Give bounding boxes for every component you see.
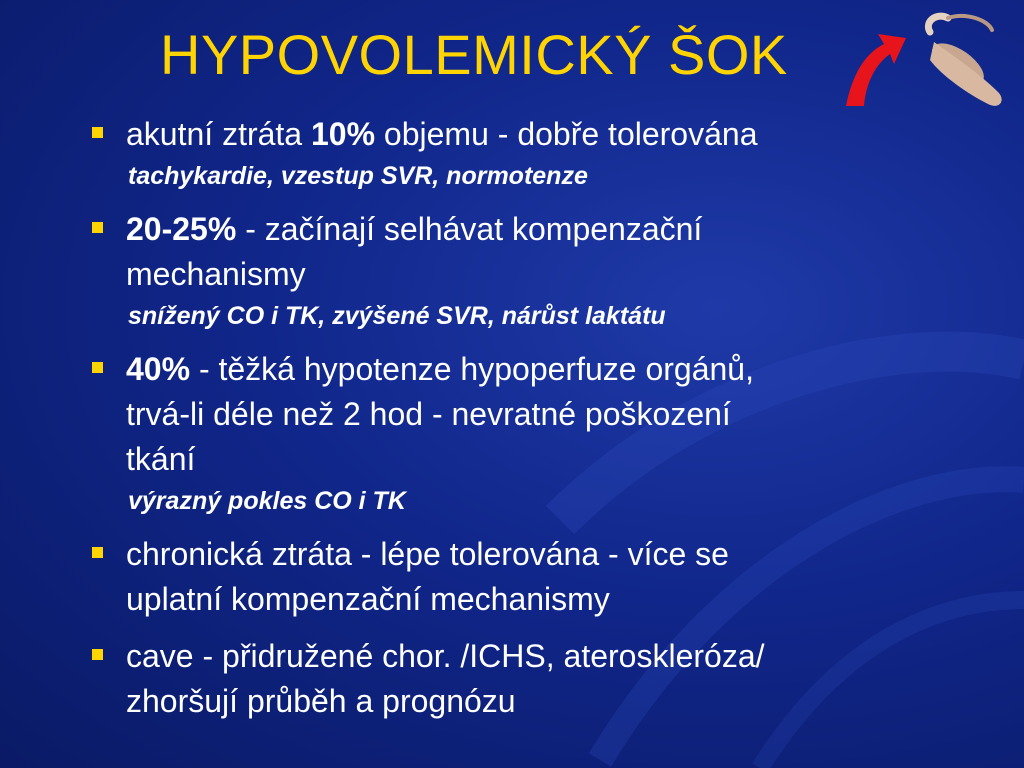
bullet-subtext: výrazný pokles CO i TK (128, 487, 406, 515)
list-item (88, 634, 1008, 724)
square-bullet-icon (92, 127, 103, 138)
decoration (838, 6, 1024, 116)
bullet-text: trvá-li déle než 2 hod - nevratné poškození (126, 396, 731, 432)
square-bullet-icon (92, 362, 103, 373)
bullet-text: chronická ztráta - lépe tolerována - více se (126, 536, 729, 572)
bullet-text: tkání (126, 441, 196, 477)
square-bullet-icon (92, 649, 103, 660)
emphasis-text: 40% (126, 351, 191, 387)
bedpan-icon (925, 16, 1001, 106)
list-item (88, 347, 1008, 520)
bullet-text (126, 207, 1008, 252)
list-item (88, 532, 1008, 622)
slide-title: HYPOVOLEMICKÝ ŠOK (160, 23, 788, 86)
bullet-text: mechanismy (126, 256, 306, 292)
bullet-subtext: snížený CO i TK, zvýšené SVR, nárůst laktátu (128, 302, 666, 330)
text-run: akutní ztráta (126, 116, 311, 152)
bullet-text: zhoršují průběh a prognózu (126, 683, 516, 719)
list-item (88, 207, 1008, 335)
square-bullet-icon (92, 222, 103, 233)
square-bullet-icon (92, 547, 103, 558)
text-run: - začínají selhávat kompenzační (236, 211, 703, 247)
text-run: - těžká hypotenze hypoperfuze orgánů, (190, 351, 754, 387)
emphasis-text: 10% (310, 116, 376, 152)
bullet-list (88, 112, 1008, 736)
bullet-text (126, 347, 1008, 392)
bullet-text: uplatní kompenzační mechanismy (126, 581, 610, 617)
red-arrow-icon (846, 34, 906, 106)
bullet-text: cave - přidružené chor. /ICHS, ateroskleróza/ (126, 638, 765, 674)
bullet-subtext: tachykardie, vzestup SVR, normotenze (128, 162, 588, 190)
emphasis-text: 20-25% (126, 211, 237, 247)
bullet-text (126, 112, 1008, 157)
text-run: objemu - dobře tolerována (375, 116, 758, 152)
list-item (88, 112, 1008, 195)
